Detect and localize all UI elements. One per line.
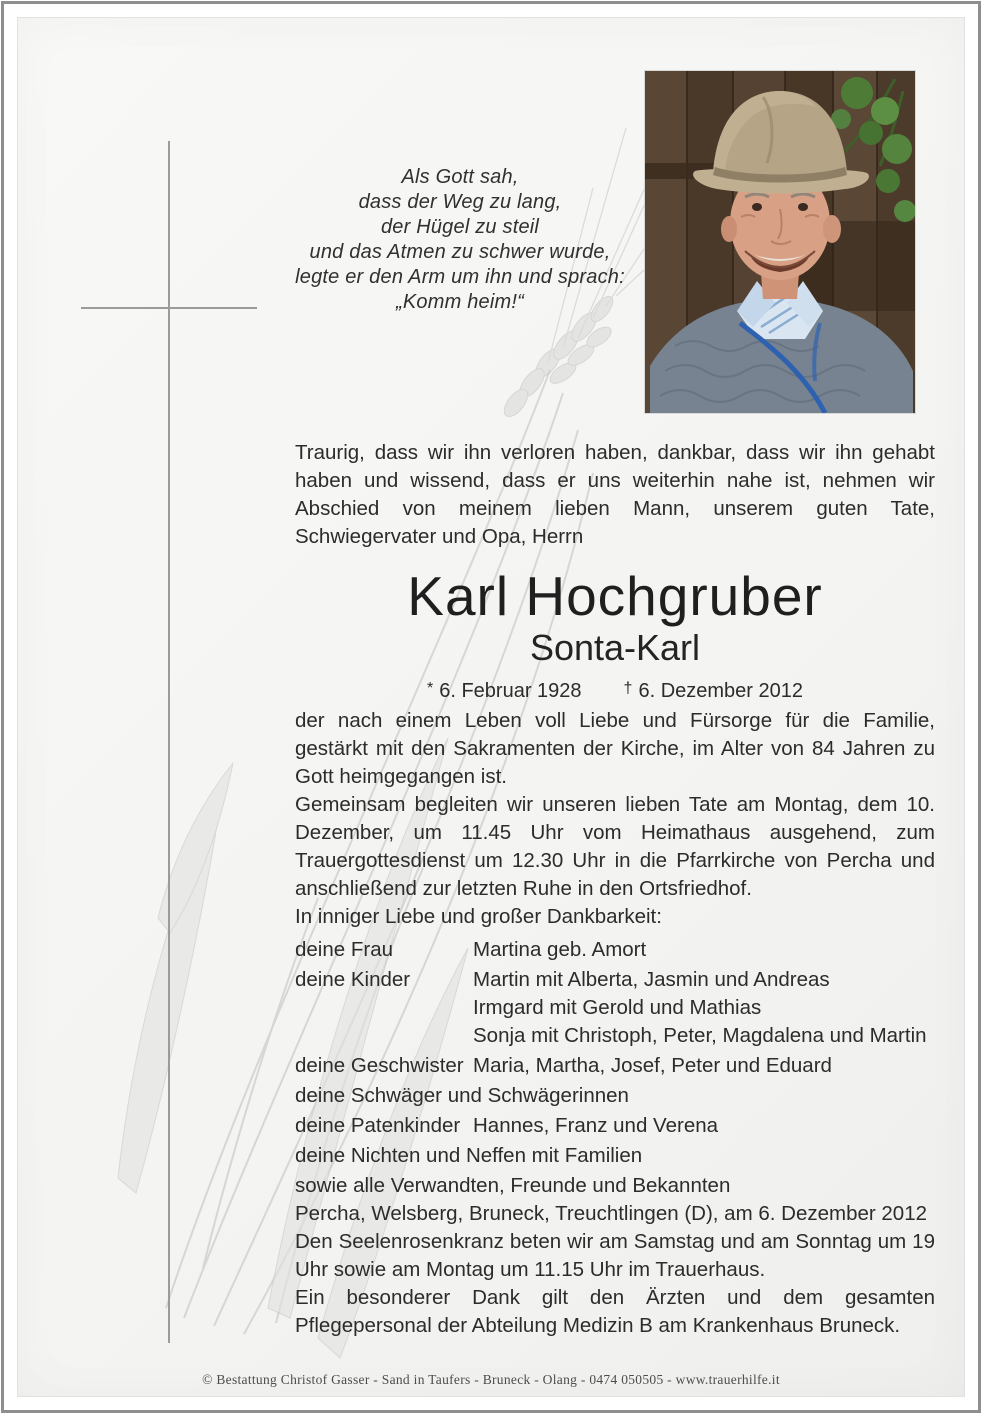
family-values	[473, 966, 935, 1050]
poem-line: legte er den Arm um ihn und sprach:	[295, 266, 625, 288]
family-row-span: sowie alle Verwandten, Freunde und Bekannten	[295, 1174, 731, 1197]
intro-paragraph: Traurig, dass wir ihn verloren haben, dankbar, dass wir ihn gehabt haben und wissend, dass er uns weiterhin nahe ist, nehmen wir Abschied von meinem lieben Mann, unserem guten Tate, Schwiegervater und Opa, Herrn	[295, 441, 935, 548]
family-row	[295, 966, 935, 1050]
deceased-nickname: Sonta-Karl	[529, 627, 701, 668]
family-label: deine Geschwister	[295, 1054, 464, 1077]
life-paragraph: der nach einem Leben voll Liebe und Fürsorge für die Familie, gestärkt mit den Sakramenten der Kirche, im Alter von 84 Jahren zu Gott heimgegangen ist.	[295, 709, 935, 788]
family-value: Irmgard mit Gerold und Mathias	[473, 996, 762, 1019]
family-value: Sonja mit Christoph, Peter, Magdalena und Martin	[473, 1024, 927, 1047]
family-label: deine Frau	[295, 938, 394, 961]
poem-line: Als Gott sah,	[401, 166, 519, 188]
rosary-paragraph: Den Seelenrosenkranz beten wir am Samstag und am Sonntag um 19 Uhr sowie am Montag um 11.15 Uhr im Trauerhaus.	[295, 1230, 935, 1281]
memorial-card	[17, 17, 965, 1397]
portrait-image-icon	[645, 71, 915, 413]
death-dagger-icon: †	[623, 680, 633, 697]
deceased-name: Karl Hochgruber	[407, 565, 823, 627]
funeral-paragraph: Gemeinsam begleiten wir unseren lieben Tate am Montag, dem 10. Dezember, um 11.45 Uhr vom Heimathaus ausgehend, zum Trauergottesdienst um 12.30 Uhr in die Pfarrkirche von Percha und anschließend zur letzten Ruhe in den Ortsfriedhof.	[295, 793, 935, 900]
poem-line: dass der Weg zu lang,	[358, 191, 562, 213]
mourning-intro: In inniger Liebe und großer Dankbarkeit:	[295, 905, 662, 928]
family-row	[295, 1052, 935, 1080]
portrait-photo	[644, 70, 916, 414]
birth-date	[427, 680, 582, 702]
poem-line: und das Atmen zu schwer wurde,	[309, 241, 611, 263]
places-date-line: Percha, Welsberg, Bruneck, Treuchtlingen (D), am 6. Dezember 2012	[295, 1202, 927, 1225]
poem-line: der Hügel zu steil	[380, 216, 540, 238]
family-row	[295, 936, 935, 964]
birth-star-icon: *	[426, 680, 434, 697]
family-value: Martina geb. Amort	[473, 938, 647, 961]
memorial-cross-vertical	[168, 141, 170, 1343]
poem	[280, 165, 640, 315]
birth-date-text: 6. Februar 1928	[439, 680, 582, 702]
family-value: Martin mit Alberta, Jasmin und Andreas	[473, 968, 830, 991]
family-row-span: deine Nichten und Neffen mit Familien	[295, 1144, 643, 1167]
family-row-span: deine Schwäger und Schwägerinnen	[295, 1084, 629, 1107]
memorial-cross-horizontal	[81, 307, 257, 309]
obituary-content	[295, 439, 935, 1340]
death-date	[624, 680, 803, 702]
family-label: deine Kinder	[295, 968, 411, 991]
family-value: Hannes, Franz und Verena	[473, 1114, 719, 1137]
poem-line: „Komm heim!“	[396, 291, 524, 313]
life-dates	[295, 677, 935, 707]
family-list	[295, 936, 935, 1200]
funeral-home-footer: © Bestattung Christof Gasser - Sand in Taufers - Bruneck - Olang - 0474 050505 - www.trauerhilfe.it	[202, 1372, 780, 1387]
family-row	[295, 1112, 935, 1140]
family-value: Maria, Martha, Josef, Peter und Eduard	[473, 1054, 832, 1077]
thanks-paragraph: Ein besonderer Dank gilt den Ärzten und dem gesamten Pflegepersonal der Abteilung Medizin B am Krankenhaus Bruneck.	[295, 1286, 935, 1337]
death-date-text: 6. Dezember 2012	[638, 680, 803, 702]
family-label: deine Patenkinder	[295, 1114, 461, 1137]
